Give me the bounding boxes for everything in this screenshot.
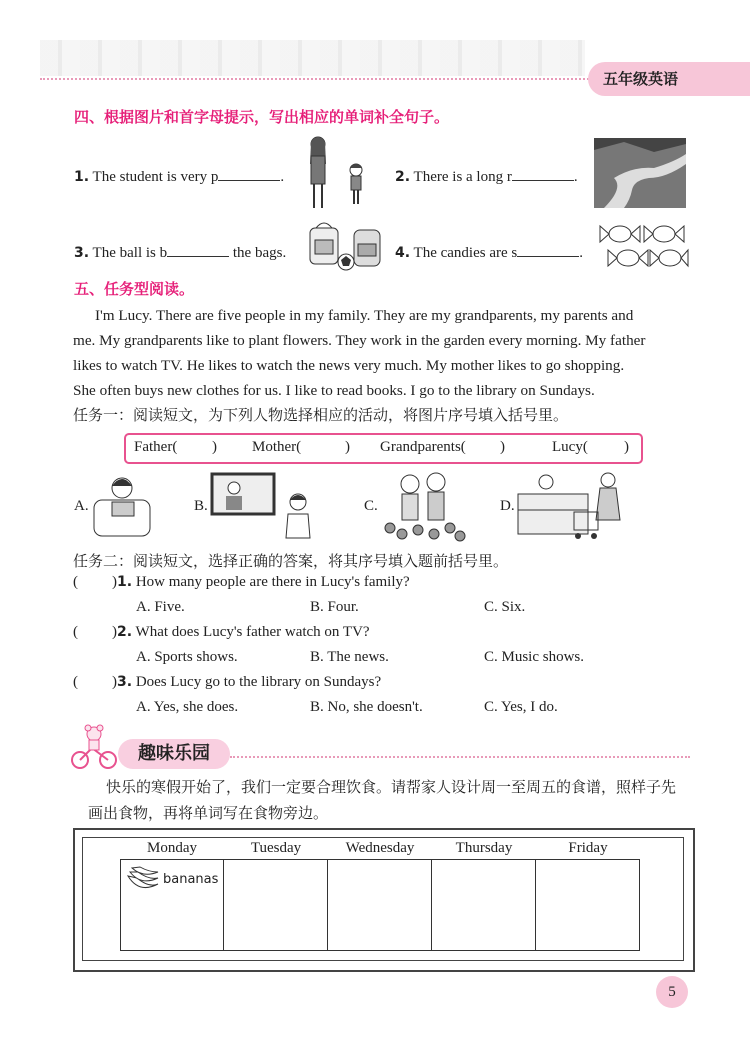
option-a-label: A. [74, 498, 89, 514]
day-header-tuesday: Tuesday [250, 840, 302, 856]
option-b-label: B. [194, 498, 208, 514]
answer-blank[interactable] [512, 166, 574, 181]
mcq-question-3: ( )3. Does Lucy go to the library on Sundays? [73, 674, 382, 690]
day-header-friday: Friday [568, 840, 608, 856]
choice[interactable]: A. Sports shows. [136, 649, 238, 665]
question-2: 2. There is a long r . [395, 166, 578, 186]
paren-close: ) [624, 439, 629, 455]
header-decoration [40, 40, 585, 76]
grandparents-label: Grandparents( [380, 439, 466, 455]
section5-title: 五、任务型阅读。 [74, 280, 195, 298]
answer-blank[interactable] [167, 242, 229, 257]
answer-blank[interactable] [517, 242, 579, 257]
answer-blank[interactable] [218, 166, 280, 181]
example-word: bananas [163, 872, 219, 887]
mother-label: Mother( [252, 439, 302, 455]
task1-instruction: 任务一：阅读短文，为下列人物选择相应的活动，将图片序号填入括号里。 [73, 406, 569, 424]
option-d-shopping-illustration [516, 466, 626, 546]
menu-cell-tuesday[interactable] [223, 859, 328, 951]
candies-illustration [598, 222, 690, 272]
student-illustration [300, 134, 380, 214]
menu-cell-thursday[interactable] [431, 859, 536, 951]
option-d-label: D. [500, 498, 515, 514]
choice[interactable]: C. Yes, I do. [484, 699, 558, 715]
header-title: 五年级英语 [603, 70, 679, 88]
passage-line: I'm Lucy. There are five people in my family. They are my grandparents, my parents and [95, 307, 634, 324]
lucy-label: Lucy( [552, 439, 588, 455]
choice[interactable]: C. Music shows. [484, 649, 585, 665]
fun-section-title: 趣味乐园 [118, 739, 230, 769]
paren-close: ) [345, 439, 350, 455]
paren-close: ) [212, 439, 217, 455]
task2-instruction: 任务二：阅读短文，选择正确的答案，将其序号填入题前括号里。 [73, 552, 509, 570]
fun-text-line: 画出食物，再将单词写在食物旁边。 [88, 804, 329, 822]
passage-line: me. My grandparents like to plant flowers. They work in the garden every morning. My father [73, 332, 646, 349]
menu-cell-friday[interactable] [535, 859, 640, 951]
section4-title: 四、根据图片和首字母提示，写出相应的单词补全句子。 [74, 108, 450, 126]
option-c-gardening-illustration [380, 468, 470, 544]
mcq-question-2: ( )2. What does Lucy's father watch on TV? [73, 624, 370, 640]
father-label: Father( [134, 439, 178, 455]
fun-text-line: 快乐的寒假开始了，我们一定要合理饮食。请帮家人设计周一至周五的食谱，照样子先 [106, 778, 677, 796]
passage-line: likes to watch TV. He likes to watch the news very much. My mother likes to go shopping. [73, 357, 625, 374]
option-b-tv-illustration [208, 470, 318, 540]
mcq-question-1: ( )1. How many people are there in Lucy's family? [73, 574, 410, 590]
paren-close: ) [500, 439, 505, 455]
question-1: 1. The student is very p . [74, 166, 284, 186]
fun-dotted-line [230, 756, 690, 758]
header-dotted-line [40, 78, 600, 80]
choice[interactable]: B. Four. [310, 599, 359, 615]
choice[interactable]: B. No, she doesn't. [310, 699, 423, 715]
menu-cell-monday[interactable] [120, 859, 224, 951]
people-box [124, 433, 643, 464]
fun-instructions [88, 774, 698, 826]
choice[interactable]: A. Yes, she does. [136, 699, 239, 715]
day-header-wednesday: Wednesday [345, 840, 415, 856]
menu-cell-wednesday[interactable] [327, 859, 432, 951]
option-a-reading-illustration [88, 470, 158, 540]
choice[interactable]: B. The news. [310, 649, 389, 665]
option-c-label: C. [364, 498, 378, 514]
bags-and-ball-illustration [306, 220, 386, 274]
question-3: 3. The ball is b the bags. [74, 242, 286, 262]
page-number: 5 [656, 976, 688, 1008]
day-header-thursday: Thursday [455, 840, 513, 856]
passage-line: She often buys new clothes for us. I like to read books. I go to the library on Sundays. [73, 382, 595, 399]
river-illustration [594, 138, 686, 208]
question-4: 4. The candies are s . [395, 242, 583, 262]
bear-bicycle-icon [70, 724, 118, 770]
day-header-monday: Monday [147, 840, 197, 856]
choice[interactable]: A. Five. [136, 599, 185, 615]
reading-passage [73, 303, 693, 403]
choice[interactable]: C. Six. [484, 599, 526, 615]
banana-icon [125, 866, 161, 896]
